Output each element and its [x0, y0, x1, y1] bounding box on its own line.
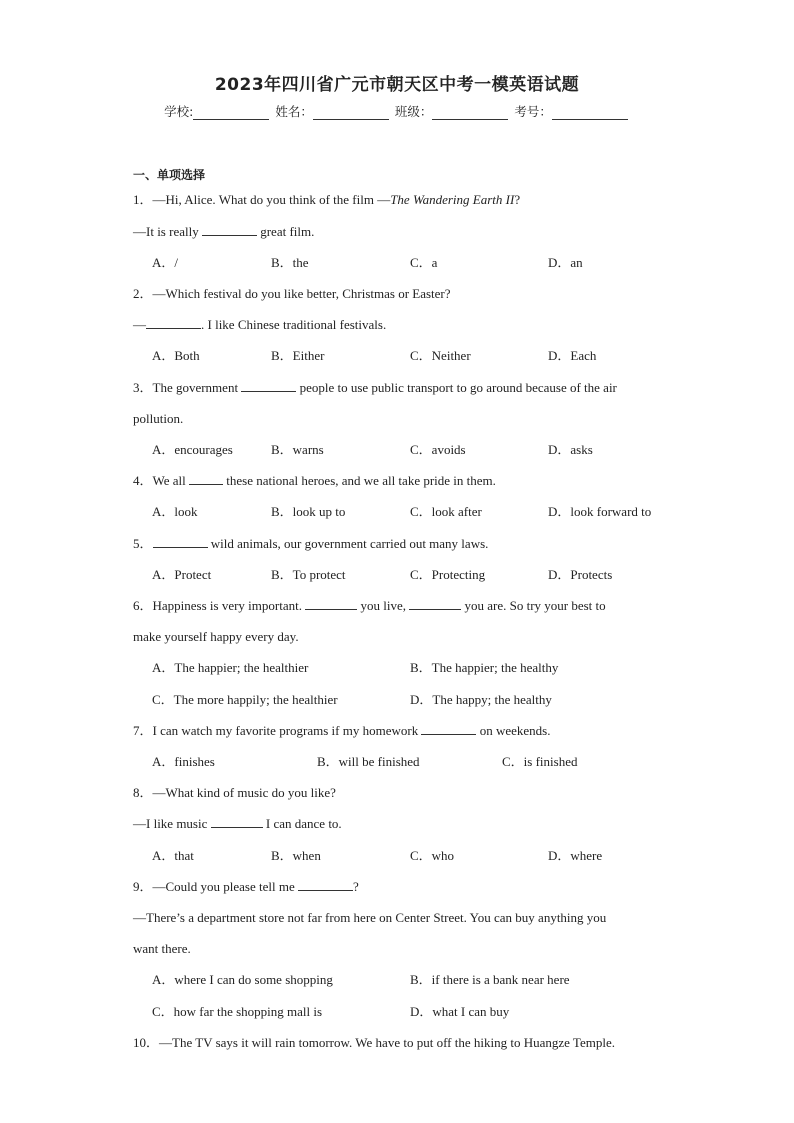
- answer-blank: [305, 597, 357, 610]
- number-blank[interactable]: [552, 106, 628, 120]
- question-1-reply: —It is really great film.: [133, 224, 315, 239]
- question-5-option-d[interactable]: D．Protects: [548, 567, 613, 582]
- question-8-stem: 8．—What kind of music do you like?: [133, 785, 336, 800]
- school-blank[interactable]: [193, 106, 269, 120]
- question-5-stem: 5． wild animals, our government carried out many laws.: [133, 536, 489, 551]
- question-8-reply: —I like music I can dance to.: [133, 816, 342, 831]
- question-9-option-d[interactable]: D．what I can buy: [410, 1004, 510, 1019]
- question-2-option-c[interactable]: C．Neither: [410, 348, 471, 363]
- answer-blank: [211, 815, 263, 828]
- question-3-stem: 3．The government people to use public transport to go around because of the air: [133, 380, 617, 395]
- question-9-stem: 9．—Could you please tell me ?: [133, 879, 359, 894]
- question-9-option-b[interactable]: B．if there is a bank near here: [410, 972, 570, 987]
- question-4-option-c[interactable]: C．look after: [410, 504, 482, 519]
- question-6-option-c[interactable]: C．The more happily; the healthier: [152, 692, 338, 707]
- question-6-stem-cont: make yourself happy every day.: [133, 629, 299, 644]
- question-2-option-b[interactable]: B．Either: [271, 348, 325, 363]
- page-title: 2023年四川省广元市朝天区中考一模英语试题: [214, 75, 580, 95]
- question-1-option-d[interactable]: D．an: [548, 255, 583, 270]
- question-3-option-c[interactable]: C．avoids: [410, 442, 466, 457]
- answer-blank: [241, 379, 296, 392]
- question-4-stem: 4．We all these national heroes, and we all take pride in them.: [133, 473, 496, 488]
- name-label: 姓名：: [275, 104, 313, 119]
- question-2-option-a[interactable]: A．Both: [152, 348, 200, 363]
- question-3-option-b[interactable]: B．warns: [271, 442, 324, 457]
- question-5-option-c[interactable]: C．Protecting: [410, 567, 486, 582]
- question-9-reply: —There’s a department store not far from here on Center Street. You can buy anything you: [133, 910, 607, 925]
- question-4-option-a[interactable]: A．look: [152, 504, 198, 519]
- question-8-option-a[interactable]: A．that: [152, 848, 194, 863]
- question-9-reply-cont: want there.: [133, 941, 191, 956]
- answer-blank: [153, 535, 208, 548]
- class-label: 班级：: [394, 104, 433, 119]
- film-title: The Wandering Earth II: [390, 192, 515, 207]
- question-7-stem: 7．I can watch my favorite programs if my homework on weekends.: [133, 723, 551, 738]
- question-3-option-a[interactable]: A．encourages: [152, 442, 233, 457]
- question-1-option-c[interactable]: C．a: [410, 255, 438, 270]
- question-8-option-d[interactable]: D．where: [548, 848, 603, 863]
- question-7-option-b[interactable]: B．will be finished: [317, 754, 420, 769]
- answer-blank: [146, 316, 201, 329]
- question-5-option-a[interactable]: A．Protect: [152, 567, 212, 582]
- class-blank[interactable]: [432, 106, 508, 120]
- question-1-stem: 1．—Hi, Alice. What do you think of the film —The Wandering Earth II?: [133, 192, 521, 207]
- question-9-option-c[interactable]: C．how far the shopping mall is: [152, 1004, 323, 1019]
- question-6-option-a[interactable]: A．The happier; the healthier: [152, 660, 309, 675]
- student-info-row: [0, 102, 794, 120]
- answer-blank: [409, 597, 461, 610]
- question-8-option-b[interactable]: B．when: [271, 848, 321, 863]
- question-3-stem-cont: pollution.: [133, 411, 184, 426]
- question-8-option-c[interactable]: C．who: [410, 848, 455, 863]
- question-6-stem: 6．Happiness is very important. you live, you are. So try your best to: [133, 598, 606, 613]
- question-4-option-b[interactable]: B．look up to: [271, 504, 346, 519]
- answer-blank: [421, 722, 476, 735]
- question-4-option-d[interactable]: D．look forward to: [548, 504, 652, 519]
- answer-blank: [202, 223, 257, 236]
- question-6-option-b[interactable]: B．The happier; the healthy: [410, 660, 559, 675]
- school-label: 学校:: [164, 104, 194, 119]
- question-2-option-d[interactable]: D．Each: [548, 348, 597, 363]
- question-6-option-d[interactable]: D．The happy; the healthy: [410, 692, 552, 707]
- section-heading: 一、单项选择: [133, 168, 206, 182]
- question-7-option-a[interactable]: A．finishes: [152, 754, 215, 769]
- question-5-option-b[interactable]: B．To protect: [271, 567, 346, 582]
- answer-blank: [298, 878, 353, 891]
- question-3-option-d[interactable]: D．asks: [548, 442, 593, 457]
- question-1-option-b[interactable]: B．the: [271, 255, 309, 270]
- question-10-stem: 10．—The TV says it will rain tomorrow. We have to put off the hiking to Huangze Temple.: [133, 1035, 615, 1050]
- number-label: 考号：: [514, 104, 552, 119]
- question-2-stem: 2．—Which festival do you like better, Christmas or Easter?: [133, 286, 451, 301]
- question-1-option-a[interactable]: A．/: [152, 255, 179, 270]
- question-9-option-a[interactable]: A．where I can do some shopping: [152, 972, 333, 987]
- answer-blank: [189, 472, 223, 485]
- question-2-reply: — . I like Chinese traditional festivals.: [133, 317, 387, 332]
- name-blank[interactable]: [313, 106, 389, 120]
- question-7-option-c[interactable]: C．is finished: [502, 754, 578, 769]
